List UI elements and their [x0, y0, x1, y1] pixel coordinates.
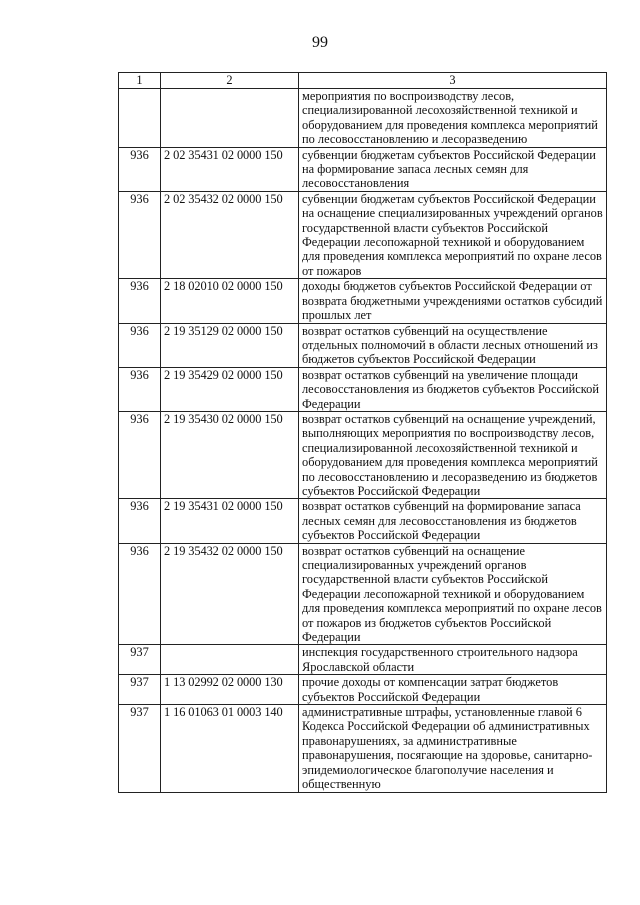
- admin-code-cell: 936: [119, 411, 161, 498]
- table-row: [119, 543, 607, 645]
- table-row: [119, 147, 607, 191]
- page-number: 99: [312, 34, 328, 51]
- revenue-code-cell: 2 19 35431 02 0000 150: [161, 499, 299, 543]
- revenue-code-cell: 2 19 35129 02 0000 150: [161, 323, 299, 367]
- revenue-code-cell: 2 18 02010 02 0000 150: [161, 279, 299, 323]
- revenue-name-cell: субвенции бюджетам субъектов Российской Федерации на формирование запаса лесных семян для лесовосстановления: [299, 147, 607, 191]
- table-body: [119, 89, 607, 793]
- admin-code-cell: 937: [119, 645, 161, 675]
- revenue-code-cell: 1 13 02992 02 0000 130: [161, 675, 299, 705]
- admin-code-cell: 936: [119, 191, 161, 278]
- revenue-name-cell: возврат остатков субвенций на формирование запаса лесных семян для лесовосстановления из бюджетов субъектов Российской Федерации: [299, 499, 607, 543]
- table-row: [119, 705, 607, 792]
- revenue-code-cell: 2 19 35430 02 0000 150: [161, 411, 299, 498]
- admin-code-cell: 936: [119, 279, 161, 323]
- table-row: [119, 279, 607, 323]
- revenue-code-cell: 2 19 35432 02 0000 150: [161, 543, 299, 645]
- header-cell-1: 1: [119, 73, 161, 89]
- table-row: [119, 675, 607, 705]
- admin-code-cell: 936: [119, 499, 161, 543]
- revenue-name-cell: возврат остатков субвенций на оснащение специализированных учреждений органов государственной власти субъектов Российской Федерации лесопожарной техникой и оборудованием для проведения комплекса мероприятий по охране лесов от пожаров из бюджетов субъектов Российской Федерации: [299, 543, 607, 645]
- admin-code-cell: 936: [119, 323, 161, 367]
- revenue-name-cell: возврат остатков субвенций на осуществление отдельных полномочий в области лесных отношений из бюджетов субъектов Российской Федерации: [299, 323, 607, 367]
- admin-code-cell: 936: [119, 367, 161, 411]
- revenue-name-cell: прочие доходы от компенсации затрат бюджетов субъектов Российской Федерации: [299, 675, 607, 705]
- admin-code-cell: 936: [119, 147, 161, 191]
- table-row: [119, 191, 607, 278]
- table-row: [119, 367, 607, 411]
- table-row: [119, 499, 607, 543]
- admin-code-cell: 936: [119, 543, 161, 645]
- revenue-name-cell: возврат остатков субвенций на увеличение площади лесовосстановления из бюджетов субъектов Российской Федерации: [299, 367, 607, 411]
- revenue-code-cell: 2 02 35432 02 0000 150: [161, 191, 299, 278]
- revenue-code-cell: 1 16 01063 01 0003 140: [161, 705, 299, 792]
- revenue-name-cell: возврат остатков субвенций на оснащение учреждений, выполняющих мероприятия по воспроизводству лесов, специализированной лесохозяйственной техникой и оборудованием для проведения комплекса мероприятий по лесовосстановлению и лесоразведению из бюджетов субъектов Российской Федерации: [299, 411, 607, 498]
- table-row: [119, 411, 607, 498]
- table-row: [119, 645, 607, 675]
- revenue-code-cell: [161, 645, 299, 675]
- table-row: [119, 323, 607, 367]
- revenue-name-cell: административные штрафы, установленные главой 6 Кодекса Российской Федерации об административных правонарушениях, за административные правонарушения, посягающие на здоровье, санитарно-эпидемиологическое благополучие населения и общественную: [299, 705, 607, 792]
- revenue-name-cell: инспекция государственного строительного надзора Ярославской области: [299, 645, 607, 675]
- revenue-code-cell: 2 19 35429 02 0000 150: [161, 367, 299, 411]
- header-cell-3: 3: [299, 73, 607, 89]
- revenue-code-cell: [161, 89, 299, 148]
- budget-classification-table: [118, 72, 607, 793]
- admin-code-cell: 937: [119, 705, 161, 792]
- revenue-name-cell: доходы бюджетов субъектов Российской Федерации от возврата бюджетными учреждениями остатков субсидий прошлых лет: [299, 279, 607, 323]
- revenue-name-cell: субвенции бюджетам субъектов Российской Федерации на оснащение специализированных учреждений органов государственной власти субъектов Российской Федерации лесопожарной техникой и оборудованием для проведения комплекса мероприятий по охране лесов от пожаров: [299, 191, 607, 278]
- table-header-row: [119, 73, 607, 89]
- table-row: [119, 89, 607, 148]
- revenue-name-cell: мероприятия по воспроизводству лесов, специализированной лесохозяйственной техникой и оборудованием для проведения комплекса мероприятий по лесовосстановлению и лесоразведению: [299, 89, 607, 148]
- header-cell-2: 2: [161, 73, 299, 89]
- revenue-code-cell: 2 02 35431 02 0000 150: [161, 147, 299, 191]
- admin-code-cell: [119, 89, 161, 148]
- admin-code-cell: 937: [119, 675, 161, 705]
